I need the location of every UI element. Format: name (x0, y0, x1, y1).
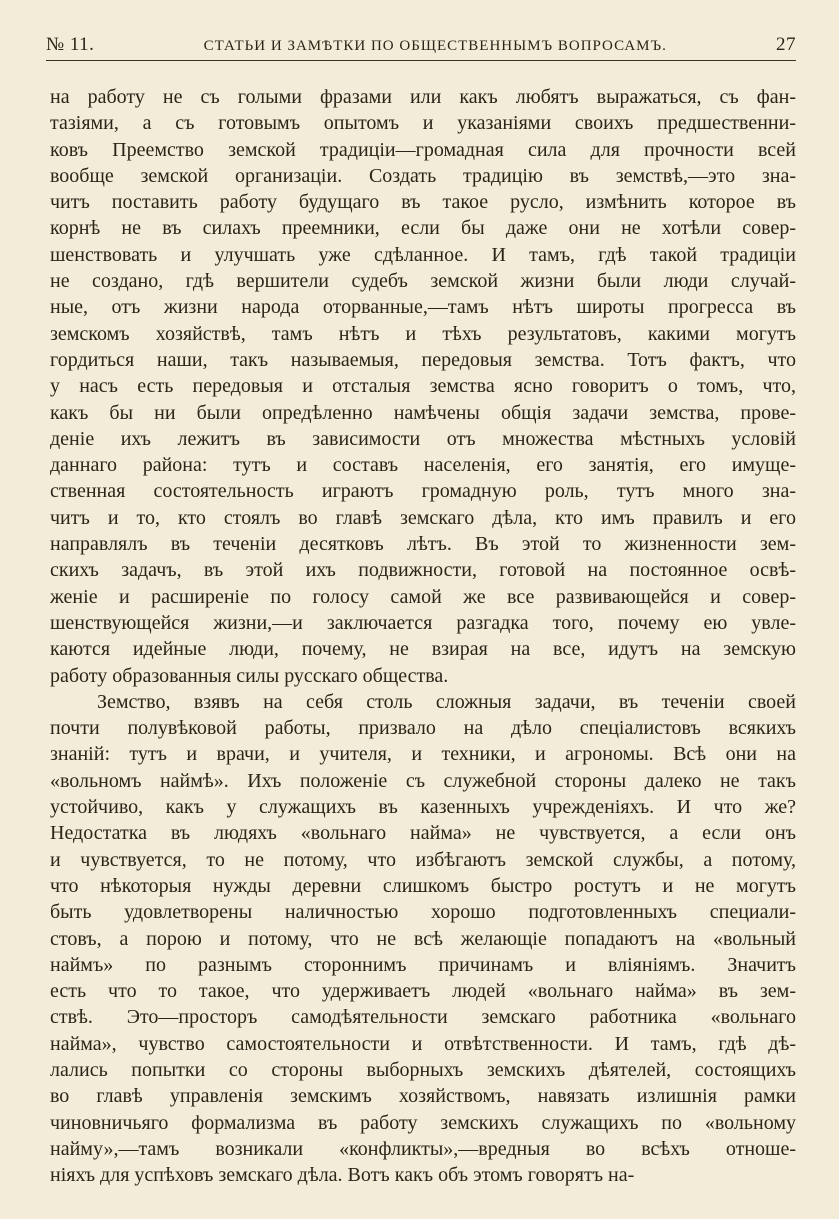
text-line: есть что то такое, что удерживаетъ людей «вольнаго найма» въ зем- (50, 980, 796, 1003)
text-line: ковъ Преемство земской традиціи—громадная сила для прочности всей (50, 138, 796, 161)
text-line: корнѣ не въ силахъ преемники, если бы даже они не хотѣли совер- (50, 217, 796, 240)
issue-number: № 11. (46, 34, 95, 55)
text-line: читъ и то, кто стоялъ во главѣ земскаго дѣла, кто имъ правилъ и его (50, 506, 796, 529)
text-line: найма», чувство самостоятельности и отвѣтственности. И тамъ, гдѣ дѣ- (50, 1032, 796, 1055)
running-title: СТАТЬИ И ЗАМѢТКИ ПО ОБЩЕСТВЕННЫМЪ ВОПРОСАМЪ. (203, 38, 667, 54)
text-line: Недостатка въ людяхъ «вольнаго найма» не чувствуется, а если онъ (50, 822, 796, 845)
text-line: не создано, гдѣ вершители судебъ земской жизни были люди случай- (50, 270, 796, 293)
header-rule (46, 60, 796, 61)
text-line: ные, отъ жизни народа оторванные,—тамъ нѣтъ широты прогресса въ (50, 296, 796, 319)
text-line: стовъ, а порою и потому, что не всѣ желающіе попадаютъ на «вольный (50, 927, 796, 950)
text-line: что нѣкоторыя нужды деревни слишкомъ быстро ростутъ и не могутъ (50, 874, 796, 897)
text-line: и чувствуется, то не потому, что избѣгаютъ земской службы, а потому, (50, 848, 796, 871)
text-line: чиновничьяго формализма въ работу земскихъ служащихъ по «вольному (50, 1111, 796, 1134)
text-line: читъ поставить работу будущаго въ такое русло, измѣнить которое въ (50, 191, 796, 214)
text-line: ніяхъ для успѣховъ земскаго дѣла. Вотъ какъ объ этомъ говорятъ на- (50, 1164, 635, 1187)
text-line: наймъ» по разнымъ стороннимъ причинамъ и вліяніямъ. Значитъ (50, 953, 796, 976)
text-line: ствѣ. Это—просторъ самодѣятельности земскаго работника «вольнаго (50, 1006, 796, 1029)
text-line: вообще земской организаціи. Создать традицію въ земствѣ,—это зна- (50, 164, 796, 187)
text-line: быть удовлетворены наличностью хорошо подготовленныхъ специали- (50, 901, 796, 924)
text-line: Земство, взявъ на себя столь сложныя задачи, въ теченіи своей (97, 690, 796, 713)
text-line: тазіями, а съ готовымъ опытомъ и указаніями своихъ предшественни- (50, 112, 796, 135)
text-line: земскомъ хозяйствѣ, тамъ нѣтъ и тѣхъ результатовъ, какими могутъ (50, 322, 796, 345)
text-line: во главѣ управленія земскимъ хозяйствомъ, навязать излишнія рамки (50, 1085, 796, 1108)
text-line: найму»,—тамъ возникали «конфликты»,—вредныя во всѣхъ отноше- (50, 1137, 796, 1160)
text-line: каются идейные люди, почему, не взирая на все, идутъ на земскую (50, 638, 796, 661)
text-line: устойчиво, какъ у служащихъ въ казенныхъ учрежденіяхъ. И что же? (50, 796, 796, 819)
text-line: на работу не съ голыми фразами или какъ любятъ выражаться, съ фан- (50, 86, 796, 108)
text-line: направлялъ въ теченіи десятковъ лѣтъ. Въ этой то жизненности зем- (50, 533, 796, 556)
text-line: почти полувѣковой работы, призвало на дѣло спеціалистовъ всякихъ (50, 717, 796, 740)
text-line: гордиться наши, такъ называемыя, передовыя земства. Тотъ фактъ, что (50, 348, 796, 371)
running-header (46, 34, 796, 56)
text-line: лались попытки со стороны выборныхъ земскихъ дѣятелей, состоящихъ (50, 1058, 796, 1081)
body-text (50, 84, 796, 1188)
text-line: ственная состоятельность играютъ громадную роль, тутъ много зна- (50, 480, 796, 503)
text-line: знаній: тутъ и врачи, и учителя, и техники, и агрономы. Всѣ они на (50, 743, 796, 766)
text-line: у насъ есть передовыя и отсталыя земства ясно говоритъ о томъ, что, (50, 375, 796, 398)
text-line: какъ бы ни были опредѣленно намѣчены общія задачи земства, прове- (50, 401, 796, 424)
text-line: женіе и расширеніе по голосу самой же все развивающейся и совер- (50, 585, 796, 608)
page-number: 27 (776, 34, 796, 55)
text-line: скихъ задачъ, въ этой ихъ подвижности, готовой на постоянное освѣ- (50, 559, 796, 582)
text-line: шенствующейся жизни,—и заключается разгадка того, почему ею увле- (50, 611, 796, 634)
text-line: деніе ихъ лежитъ въ зависимости отъ множества мѣстныхъ условій (50, 427, 796, 450)
text-line: работу образованныя силы русскаго общества. (50, 664, 449, 687)
text-line: «вольномъ наймѣ». Ихъ положеніе съ служебной стороны далеко не такъ (50, 769, 796, 792)
text-line: шенствовать и улучшать уже сдѣланное. И тамъ, гдѣ такой традиціи (50, 243, 796, 266)
text-line: даннаго района: тутъ и составъ населенія, его занятія, его имуще- (50, 454, 796, 477)
